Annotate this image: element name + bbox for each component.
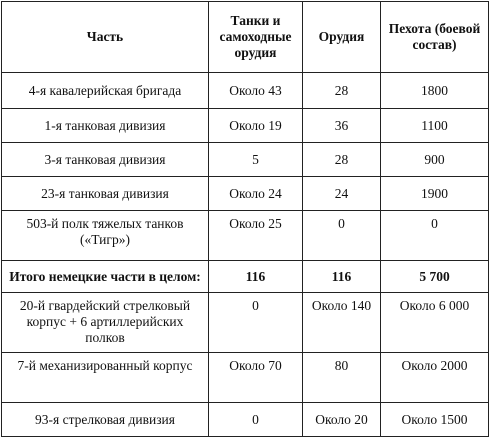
cell-infantry: 900 xyxy=(381,143,489,177)
cell-tanks: Около 70 xyxy=(209,353,303,403)
header-infantry: Пехота (боевой состав) xyxy=(381,2,489,73)
table-row xyxy=(2,353,489,403)
cell-guns: 116 xyxy=(303,261,381,293)
header-guns: Орудия xyxy=(303,2,381,73)
cell-tanks: 0 xyxy=(209,293,303,353)
cell-guns: 24 xyxy=(303,177,381,211)
table-row xyxy=(2,73,489,109)
cell-guns: Около 140 xyxy=(303,293,381,353)
cell-part: 23-я танковая дивизия xyxy=(2,177,209,211)
cell-guns: Около 20 xyxy=(303,403,381,437)
cell-part: 7-й механизированный корпус xyxy=(2,353,209,403)
cell-infantry: 1800 xyxy=(381,73,489,109)
header-tanks: Танки и самоходные орудия xyxy=(209,2,303,73)
cell-guns: 36 xyxy=(303,109,381,143)
table-row xyxy=(2,293,489,353)
cell-infantry: Около 1500 xyxy=(381,403,489,437)
cell-guns: 28 xyxy=(303,73,381,109)
cell-tanks: Около 43 xyxy=(209,73,303,109)
table-row xyxy=(2,177,489,211)
cell-part: 1-я танковая дивизия xyxy=(2,109,209,143)
cell-infantry: 0 xyxy=(381,211,489,261)
cell-tanks: Около 25 xyxy=(209,211,303,261)
total-row xyxy=(2,261,489,293)
cell-guns: 28 xyxy=(303,143,381,177)
header-part: Часть xyxy=(2,2,209,73)
cell-infantry: 1100 xyxy=(381,109,489,143)
cell-part: 93-я стрелковая дивизия xyxy=(2,403,209,437)
cell-infantry: 1900 xyxy=(381,177,489,211)
cell-infantry: Около 6 000 xyxy=(381,293,489,353)
cell-part: 4-я кавалерийская бригада xyxy=(2,73,209,109)
cell-infantry: Около 2000 xyxy=(381,353,489,403)
cell-guns: 0 xyxy=(303,211,381,261)
cell-tanks: 5 xyxy=(209,143,303,177)
cell-part: 20-й гвардейский стрелковый корпус + 6 артиллерийских полков xyxy=(2,293,209,353)
cell-tanks: Около 19 xyxy=(209,109,303,143)
cell-tanks: 116 xyxy=(209,261,303,293)
header-row xyxy=(2,2,489,73)
forces-table xyxy=(1,1,489,437)
cell-guns: 80 xyxy=(303,353,381,403)
table-row xyxy=(2,211,489,261)
cell-tanks: 0 xyxy=(209,403,303,437)
cell-part: Итого немецкие части в целом: xyxy=(2,261,209,293)
cell-part: 503-й полк тяжелых танков («Тигр») xyxy=(2,211,209,261)
cell-tanks: Около 24 xyxy=(209,177,303,211)
table-row xyxy=(2,109,489,143)
cell-part: 3-я танковая дивизия xyxy=(2,143,209,177)
table-row xyxy=(2,143,489,177)
cell-infantry: 5 700 xyxy=(381,261,489,293)
table-row xyxy=(2,403,489,437)
